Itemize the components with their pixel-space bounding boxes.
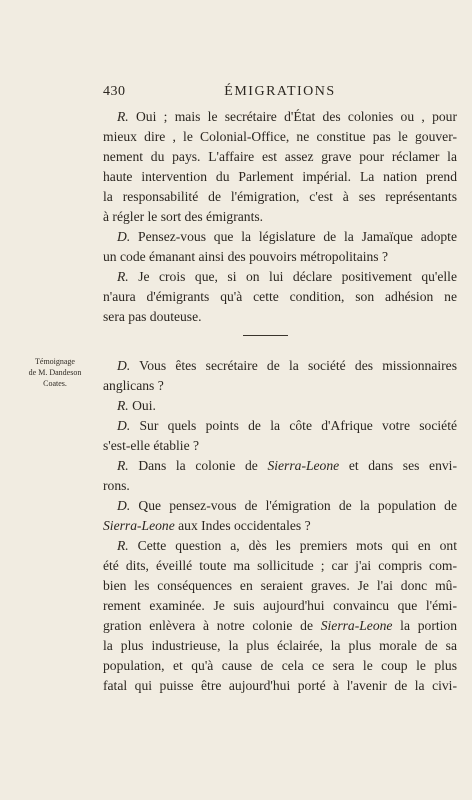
text-line: la plus industrieuse, la plus éclairée, la plus morale de sa	[103, 638, 457, 653]
text-line: gration enlèvera à notre colonie de Sierra-Leone la portion	[103, 618, 457, 633]
text-line: bien les conséquences en seraient graves. Je l'ai donc mû-	[103, 578, 457, 593]
text-line: été dits, éveillé toute ma sollicitude ; car j'ai compris com-	[103, 558, 457, 573]
text-line: population, et qu'à cause de cela ce sera le coup le plus	[103, 658, 457, 673]
text-line: D. Vous êtes secrétaire de la société des missionnaires	[117, 358, 457, 373]
text-line: un code émanant ainsi des pouvoirs métropolitains ?	[103, 249, 389, 264]
margin-note-line: de M. Dandeson	[28, 368, 82, 377]
text-line: mieux dire , le Colonial-Office, ne constitue pas le gouver-	[103, 129, 457, 144]
section-divider	[243, 335, 288, 336]
margin-note-line: Coates.	[43, 379, 67, 388]
text-line: fatal qui puisse être aujourd'hui porté à l'avenir de la civi-	[103, 678, 457, 693]
text-line: anglicans ?	[103, 378, 164, 393]
text-line: R. Dans la colonie de Sierra-Leone et dans ses envi-	[117, 458, 457, 473]
running-header	[103, 84, 457, 104]
text-line: D. Pensez-vous que la législature de la Jamaïque adopte	[117, 229, 457, 244]
text-line: R. Je crois que, si on lui déclare positivement qu'elle	[117, 269, 457, 284]
text-line: nement du pays. L'affaire est assez grave pour réclamer la	[103, 149, 457, 164]
page-number: 430	[103, 84, 126, 99]
text-line: n'aura d'émigrants qu'à cette condition, son adhésion ne	[103, 289, 457, 304]
running-title: ÉMIGRATIONS	[224, 84, 336, 99]
text-line: rement examinée. Je suis aujourd'hui convaincu que l'émi-	[103, 598, 457, 613]
text-line: s'est-elle établie ?	[103, 438, 200, 453]
text-line: la responsabilité de l'émigration, c'est à ses représentants	[103, 189, 457, 204]
text-line: sera pas douteuse.	[103, 309, 202, 324]
text-line: D. Que pensez-vous de l'émigration de la population de	[117, 498, 457, 513]
margin-note	[18, 356, 92, 389]
text-line: à régler le sort des émigrants.	[103, 209, 264, 224]
text-line: R. Oui.	[117, 398, 156, 413]
text-block-coates-testimony	[103, 356, 457, 696]
text-line: R. Cette question a, dès les premiers mots qui en ont	[117, 538, 457, 553]
margin-note-line: Témoignage	[35, 357, 75, 366]
text-line: rons.	[103, 478, 130, 493]
text-line: haute intervention du Parlement impérial. La nation prend	[103, 169, 457, 184]
text-line: R. Oui ; mais le secrétaire d'État des colonies ou , pour	[117, 109, 457, 124]
text-line: Sierra-Leone aux Indes occidentales ?	[103, 518, 311, 533]
text-block-jamaica	[103, 107, 457, 327]
text-line: D. Sur quels points de la côte d'Afrique votre société	[117, 418, 457, 433]
